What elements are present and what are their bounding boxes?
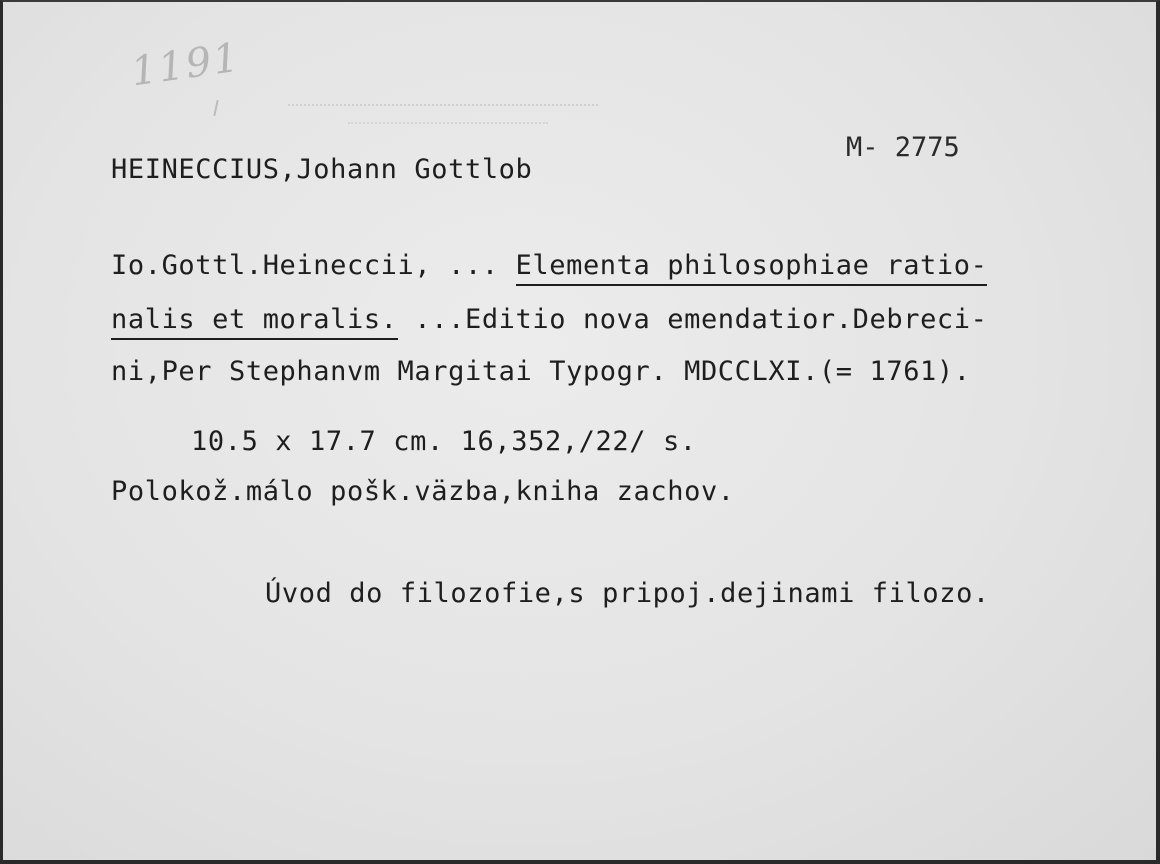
imprint-line: ni,Per Stephanvm Margitai Typogr. MDCCLXI.(= 1761).: [111, 356, 971, 387]
faint-erased-line: [288, 104, 598, 106]
title-intro: Io.Gottl.Heineccii, ...: [111, 250, 516, 281]
pencil-mark: 1191: [128, 34, 244, 96]
title-line-2: [111, 306, 988, 333]
title-underlined-part-1: Elementa philosophiae ratio-: [516, 250, 988, 286]
subject-note: Úvod do filozofie,s pripoj.dejinami filozo.: [265, 578, 990, 609]
title-line-1: [111, 252, 987, 279]
author-heading: HEINECCIUS,Johann Gottlob: [111, 154, 533, 185]
condition-line: Polokož.málo pošk.väzba,kniha zachov.: [111, 476, 735, 507]
title-underlined-part-2: nalis et moralis.: [111, 304, 398, 340]
faint-erased-line: [348, 122, 548, 124]
pencil-stroke: [213, 100, 218, 116]
imprint-part-1: ...Editio nova emendatior.Debreci-: [397, 304, 988, 335]
call-number: M- 2775: [846, 132, 960, 163]
collation-line: 10.5 x 17.7 cm. 16,352,/22/ s.: [191, 426, 697, 457]
